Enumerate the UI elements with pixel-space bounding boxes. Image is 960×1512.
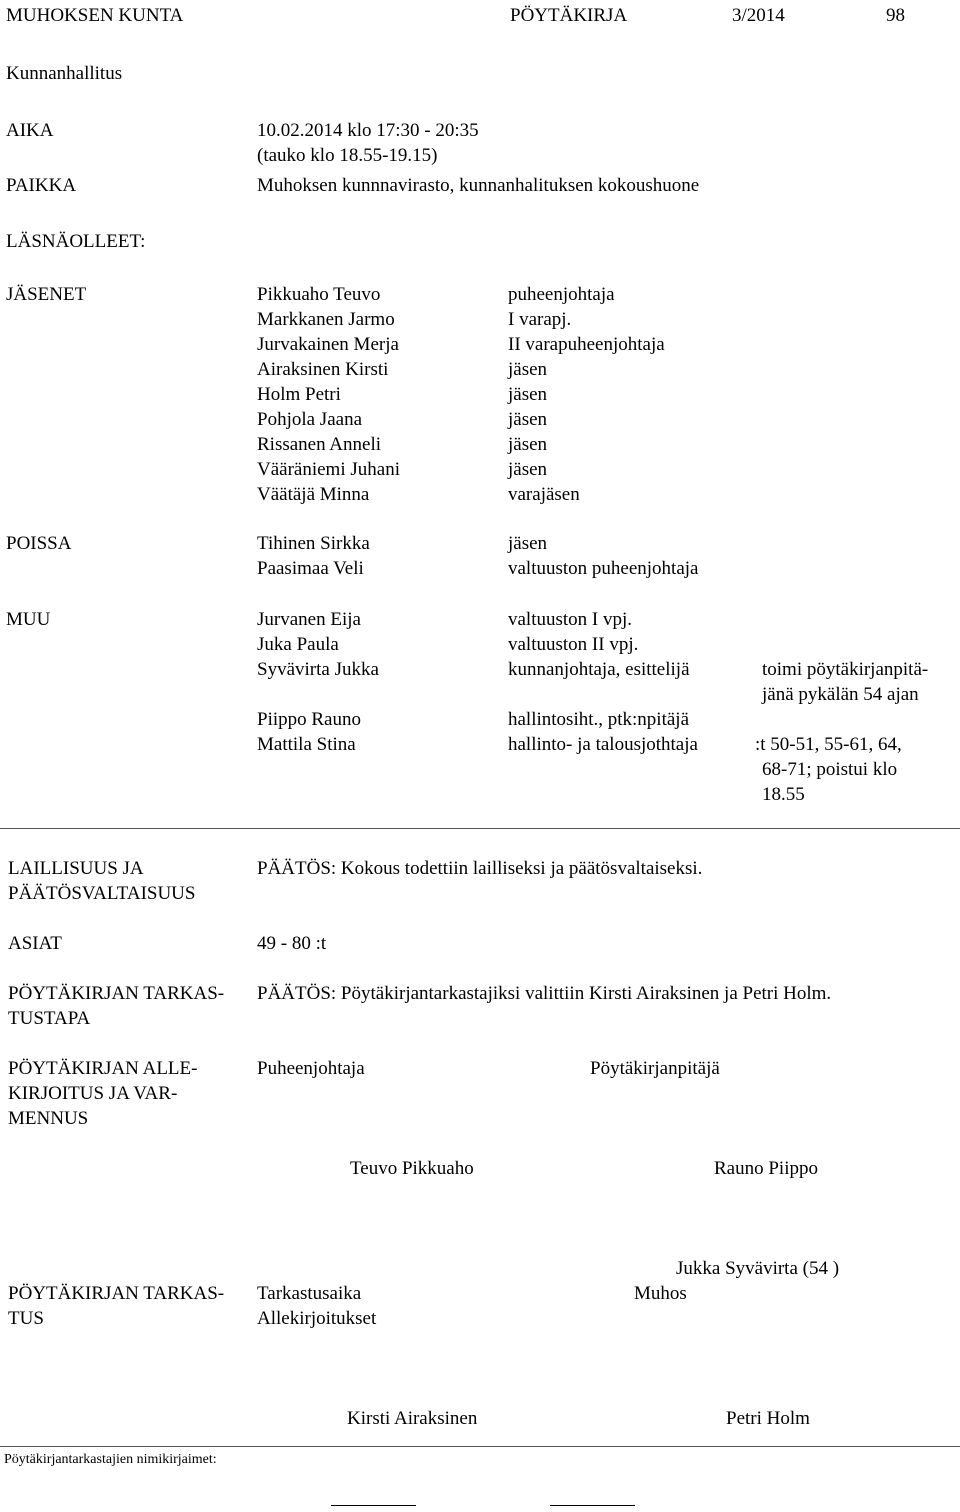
section-divider xyxy=(0,828,960,829)
initials-label: Pöytäkirjantarkastajien nimikirjaimet: xyxy=(4,1452,217,1467)
review-label: PÖYTÄKIRJAN TARKAS- xyxy=(8,1283,225,1304)
member-role: II varapuheenjohtaja xyxy=(508,334,665,355)
matters-value: 49 - 80 :t xyxy=(257,933,327,954)
member-role: jäsen xyxy=(508,434,548,455)
other-name: Syvävirta Jukka xyxy=(257,659,379,680)
other-role: hallinto- ja talousjothtaja xyxy=(508,734,698,755)
member-role: jäsen xyxy=(508,384,548,405)
member-name: Jurvakainen Merja xyxy=(257,334,399,355)
place-value: Muhoksen kunnnavirasto, kunnanhalituksen kokoushuone xyxy=(257,175,700,196)
absent-label: POISSA xyxy=(6,533,72,554)
members-roles xyxy=(508,282,665,507)
place-label: PAIKKA xyxy=(6,175,77,196)
reviewer-name: Kirsti Airaksinen xyxy=(347,1408,478,1429)
member-role: puheenjohtaja xyxy=(508,284,615,305)
time-break: (tauko klo 18.55-19.15) xyxy=(257,145,438,166)
initials-line xyxy=(331,1505,416,1506)
secretary-name: Rauno Piippo xyxy=(714,1158,818,1179)
review-method-label: PÖYTÄKIRJAN TARKAS- xyxy=(8,983,225,1004)
secretary-title: Pöytäkirjanpitäjä xyxy=(590,1058,720,1079)
other-note: :t 50-51, 55-61, 64, xyxy=(755,734,902,755)
absent-roles xyxy=(508,531,698,581)
footer-divider xyxy=(0,1446,960,1447)
review-method-label: TUSTAPA xyxy=(8,1008,91,1029)
chair-name: Teuvo Pikkuaho xyxy=(350,1158,474,1179)
review-place: Muhos xyxy=(634,1283,687,1304)
absent-names xyxy=(257,531,370,581)
attendees-label: LÄSNÄOLLEET: xyxy=(6,231,146,252)
other-note: 68-71; poistui klo xyxy=(762,759,898,780)
other-role: valtuuston II vpj. xyxy=(508,634,639,655)
member-name: Holm Petri xyxy=(257,384,341,405)
other-role: hallintosiht., ptk:npitäjä xyxy=(508,709,690,730)
absent-role: jäsen xyxy=(508,533,548,554)
members-names xyxy=(257,282,400,507)
other-note: jänä pykälän 54 ajan xyxy=(762,684,919,705)
other-name: Mattila Stina xyxy=(257,734,356,755)
other-name: Jurvanen Eija xyxy=(257,609,361,630)
document-type: PÖYTÄKIRJA xyxy=(510,5,628,26)
signing-label: KIRJOITUS JA VAR- xyxy=(8,1083,178,1104)
other-name: Juka Paula xyxy=(257,634,339,655)
initials-line xyxy=(550,1505,635,1506)
member-name: Markkanen Jarmo xyxy=(257,309,395,330)
review-label: TUS xyxy=(8,1308,44,1329)
other-note: toimi pöytäkirjanpitä- xyxy=(762,659,929,680)
chair-title: Puheenjohtaja xyxy=(257,1058,365,1079)
member-role: varajäsen xyxy=(508,484,580,505)
other-name: Piippo Rauno xyxy=(257,709,361,730)
member-name: Pikkuaho Teuvo xyxy=(257,284,381,305)
absent-name: Paasimaa Veli xyxy=(257,558,364,579)
time-label: AIKA xyxy=(6,120,54,141)
governing-body: Kunnanhallitus xyxy=(6,63,123,84)
matters-label: ASIAT xyxy=(8,933,62,954)
review-time-label: Tarkastusaika xyxy=(257,1283,362,1304)
other-label: MUU xyxy=(6,609,51,630)
legality-decision: PÄÄTÖS: Kokous todettiin lailliseksi ja päätösvaltaiseksi. xyxy=(257,858,703,879)
signing-label: PÖYTÄKIRJAN ALLE- xyxy=(8,1058,198,1079)
secretary2-name: Jukka Syvävirta (54 ) xyxy=(676,1258,840,1279)
member-role: jäsen xyxy=(508,409,548,430)
municipality-name: MUHOKSEN KUNTA xyxy=(6,5,184,26)
page-number: 98 xyxy=(886,5,905,26)
member-name: Väätäjä Minna xyxy=(257,484,370,505)
member-role: jäsen xyxy=(508,359,548,380)
time-value: 10.02.2014 klo 17:30 - 20:35 xyxy=(257,120,479,141)
member-name: Airaksinen Kirsti xyxy=(257,359,389,380)
member-role: jäsen xyxy=(508,459,548,480)
member-name: Pohjola Jaana xyxy=(257,409,363,430)
other-role: valtuuston I vpj. xyxy=(508,609,633,630)
document-number: 3/2014 xyxy=(732,5,785,26)
member-name: Rissanen Anneli xyxy=(257,434,382,455)
absent-name: Tihinen Sirkka xyxy=(257,533,370,554)
member-role: I varapj. xyxy=(508,309,572,330)
absent-role: valtuuston puheenjohtaja xyxy=(508,558,699,579)
review-method-decision: PÄÄTÖS: Pöytäkirjantarkastajiksi valittiin Kirsti Airaksinen ja Petri Holm. xyxy=(257,983,832,1004)
member-name: Vääräniemi Juhani xyxy=(257,459,400,480)
other-note: 18.55 xyxy=(762,784,805,805)
legality-label: PÄÄTÖSVALTAISUUS xyxy=(8,883,196,904)
legality-label: LAILLISUUS JA xyxy=(8,858,144,879)
review-signatures-label: Allekirjoitukset xyxy=(257,1308,377,1329)
other-role: kunnanjohtaja, esittelijä xyxy=(508,659,690,680)
signing-label: MENNUS xyxy=(8,1108,89,1129)
reviewer-name: Petri Holm xyxy=(726,1408,810,1429)
members-label: JÄSENET xyxy=(6,284,87,305)
